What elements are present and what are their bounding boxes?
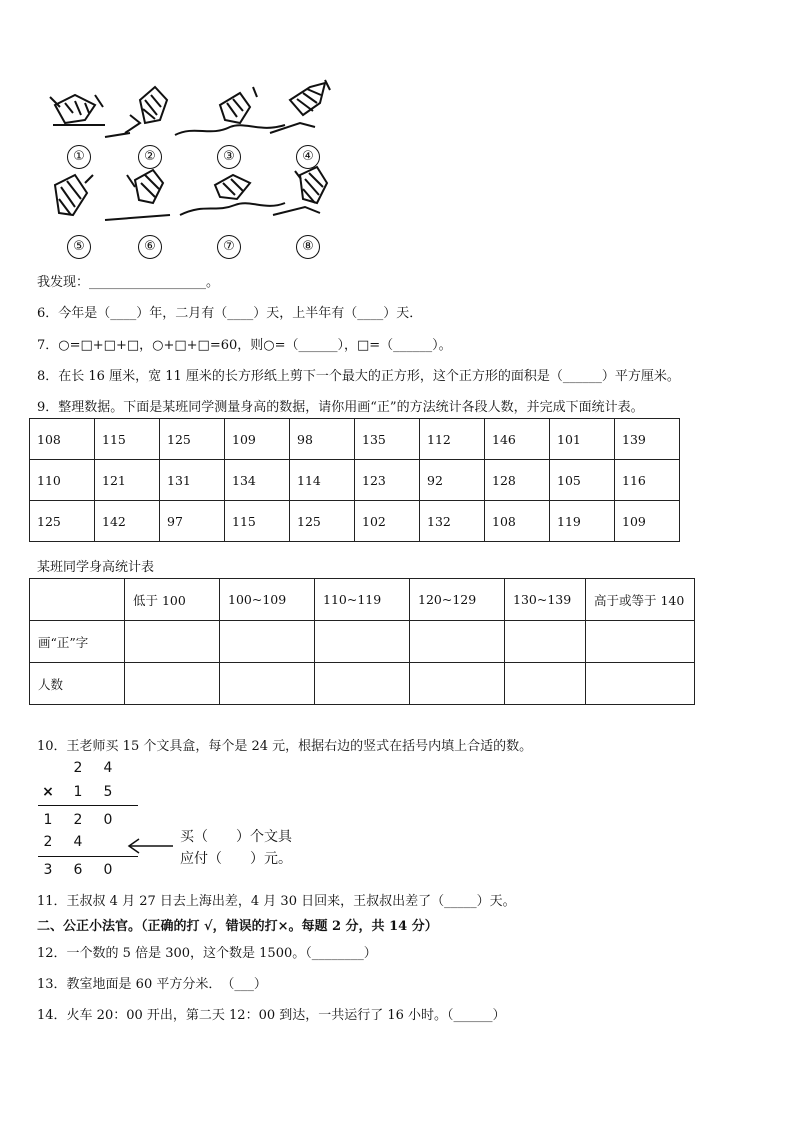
calc-digit: 1: [43, 812, 53, 828]
q5-answer-line: 我发现：__________________。: [37, 275, 220, 290]
height-data-row: [30, 460, 680, 501]
fish-7-image: [180, 175, 285, 215]
height-data-cell: 121: [95, 460, 160, 501]
height-data-cell: 109: [225, 419, 290, 460]
stat-header-cell: 高于或等于 140: [586, 579, 695, 621]
figure-label-8: ⑧: [296, 235, 320, 259]
stat-cell[interactable]: [505, 663, 586, 705]
stat-cell[interactable]: [586, 621, 695, 663]
stat-cell[interactable]: [410, 621, 505, 663]
stat-header-cell: 110~119: [315, 579, 410, 621]
height-data-cell: 125: [30, 501, 95, 542]
stat-cell[interactable]: [125, 663, 220, 705]
fish-6-image: [105, 170, 170, 220]
height-data-cell: 101: [550, 419, 615, 460]
question-12: 12．一个数的 5 倍是 300，这个数是 1500。（________）: [37, 946, 377, 961]
height-data-cell: 109: [615, 501, 680, 542]
height-data-cell: 139: [615, 419, 680, 460]
height-data-cell: 128: [485, 460, 550, 501]
height-data-cell: 110: [30, 460, 95, 501]
stat-cell[interactable]: [410, 663, 505, 705]
fish-drawings: [45, 75, 345, 260]
figure-label-1: ①: [67, 145, 91, 169]
height-data-cell: 131: [160, 460, 225, 501]
stat-cell[interactable]: [586, 663, 695, 705]
calc-digit: 2: [73, 760, 83, 776]
height-data-row: [30, 501, 680, 542]
figure-label-6: ⑥: [138, 235, 162, 259]
height-data-cell: 132: [420, 501, 485, 542]
calc-digit: 4: [73, 834, 83, 850]
height-data-cell: 142: [95, 501, 160, 542]
fish-4-image: [270, 80, 330, 133]
height-data-row: [30, 419, 680, 460]
question-14: 14．火车 20：00 开出，第二天 12：00 到达，一共运行了 16 小时。（______）: [37, 1008, 506, 1023]
calc-note-2: 应付（ ）元。: [180, 851, 292, 867]
height-data-cell: 116: [615, 460, 680, 501]
fish-1-image: [50, 95, 105, 125]
figure-label-4: ④: [296, 145, 320, 169]
height-data-cell: 92: [420, 460, 485, 501]
height-data-cell: 102: [355, 501, 420, 542]
height-data-cell: 108: [30, 419, 95, 460]
height-data-cell: 146: [485, 419, 550, 460]
height-data-cell: 125: [290, 501, 355, 542]
calc-digit: 2: [43, 834, 53, 850]
height-data-table: [29, 418, 680, 542]
question-7: 7．○=□+□+□，○+□+□=60，则○=（______），□=（______）。: [37, 338, 452, 353]
fish-3-image: [175, 87, 285, 135]
calc-digit: 3: [43, 862, 53, 878]
multiply-sign: ×: [42, 784, 54, 800]
question-8: 8．在长 16 厘米，宽 11 厘米的长方形纸上剪下一个最大的正方形，这个正方形的面积是（______）平方厘米。: [37, 369, 680, 384]
calc-digit: 0: [103, 862, 113, 878]
question-11: 11．王叔叔 4 月 27 日去上海出差，4 月 30 日回来，王叔叔出差了（_____）天。: [37, 894, 516, 909]
height-data-cell: 98: [290, 419, 355, 460]
fish-figure: [45, 75, 345, 260]
height-data-cell: 135: [355, 419, 420, 460]
height-stat-table: [29, 578, 695, 705]
stat-cell[interactable]: [125, 621, 220, 663]
calc-digit: 6: [73, 862, 83, 878]
figure-label-3: ③: [217, 145, 241, 169]
height-data-cell: 119: [550, 501, 615, 542]
calc-digit: 1: [73, 784, 83, 800]
stat-header-cell: 低于 100: [125, 579, 220, 621]
stat-header-cell: 100~109: [220, 579, 315, 621]
stat-table-title: 某班同学身高统计表: [37, 560, 155, 575]
height-data-cell: 105: [550, 460, 615, 501]
height-data-cell: 108: [485, 501, 550, 542]
height-data-cell: 114: [290, 460, 355, 501]
height-data-cell: 123: [355, 460, 420, 501]
stat-row-tally: [30, 621, 695, 663]
height-data-cell: 134: [225, 460, 290, 501]
calc-digit: 4: [103, 760, 113, 776]
question-13: 13．教室地面是 60 平方分米． （___）: [37, 977, 267, 992]
question-6: 6．今年是（____）年，二月有（____）天，上半年有（____）天．: [37, 306, 423, 321]
stat-cell[interactable]: [220, 663, 315, 705]
stat-header-cell: 120~129: [410, 579, 505, 621]
stat-header-row: [30, 579, 695, 621]
height-data-cell: 97: [160, 501, 225, 542]
question-10: 10．王老师买 15 个文具盒，每个是 24 元，根据右边的竖式在括号内填上合适的数。: [37, 739, 533, 754]
calc-digit: 5: [103, 784, 113, 800]
question-9: 9．整理数据。下面是某班同学测量身高的数据，请你用画“正”的方法统计各段人数，并完成下面统计表。: [37, 400, 644, 415]
left-arrow-icon: [125, 836, 175, 856]
height-data-cell: 115: [95, 419, 160, 460]
stat-row-count: [30, 663, 695, 705]
vertical-calculation: [30, 758, 330, 883]
height-data-cell: 115: [225, 501, 290, 542]
figure-label-2: ②: [138, 145, 162, 169]
height-data-cell: 125: [160, 419, 225, 460]
section-2-heading: 二、公正小法官。（正确的打 √，错误的打×。每题 2 分，共 14 分）: [37, 919, 438, 934]
calc-rule-1: [38, 805, 138, 806]
height-data-cell: 112: [420, 419, 485, 460]
figure-label-7: ⑦: [217, 235, 241, 259]
stat-cell[interactable]: [315, 621, 410, 663]
stat-cell[interactable]: [505, 621, 586, 663]
fish-2-image: [105, 87, 167, 137]
calc-digit: 0: [103, 812, 113, 828]
figure-label-5: ⑤: [67, 235, 91, 259]
stat-header-cell: 130~139: [505, 579, 586, 621]
fish-8-image: [273, 167, 327, 215]
stat-header-cell: [30, 579, 125, 621]
fish-5-image: [55, 175, 93, 215]
calc-digit: 2: [73, 812, 83, 828]
stat-cell[interactable]: [220, 621, 315, 663]
calc-rule-2: [38, 856, 138, 857]
stat-row-label: 人数: [30, 663, 125, 705]
stat-row-label: 画“正”字: [30, 621, 125, 663]
stat-cell[interactable]: [315, 663, 410, 705]
calc-note-1: 买（ ）个文具: [180, 829, 292, 845]
